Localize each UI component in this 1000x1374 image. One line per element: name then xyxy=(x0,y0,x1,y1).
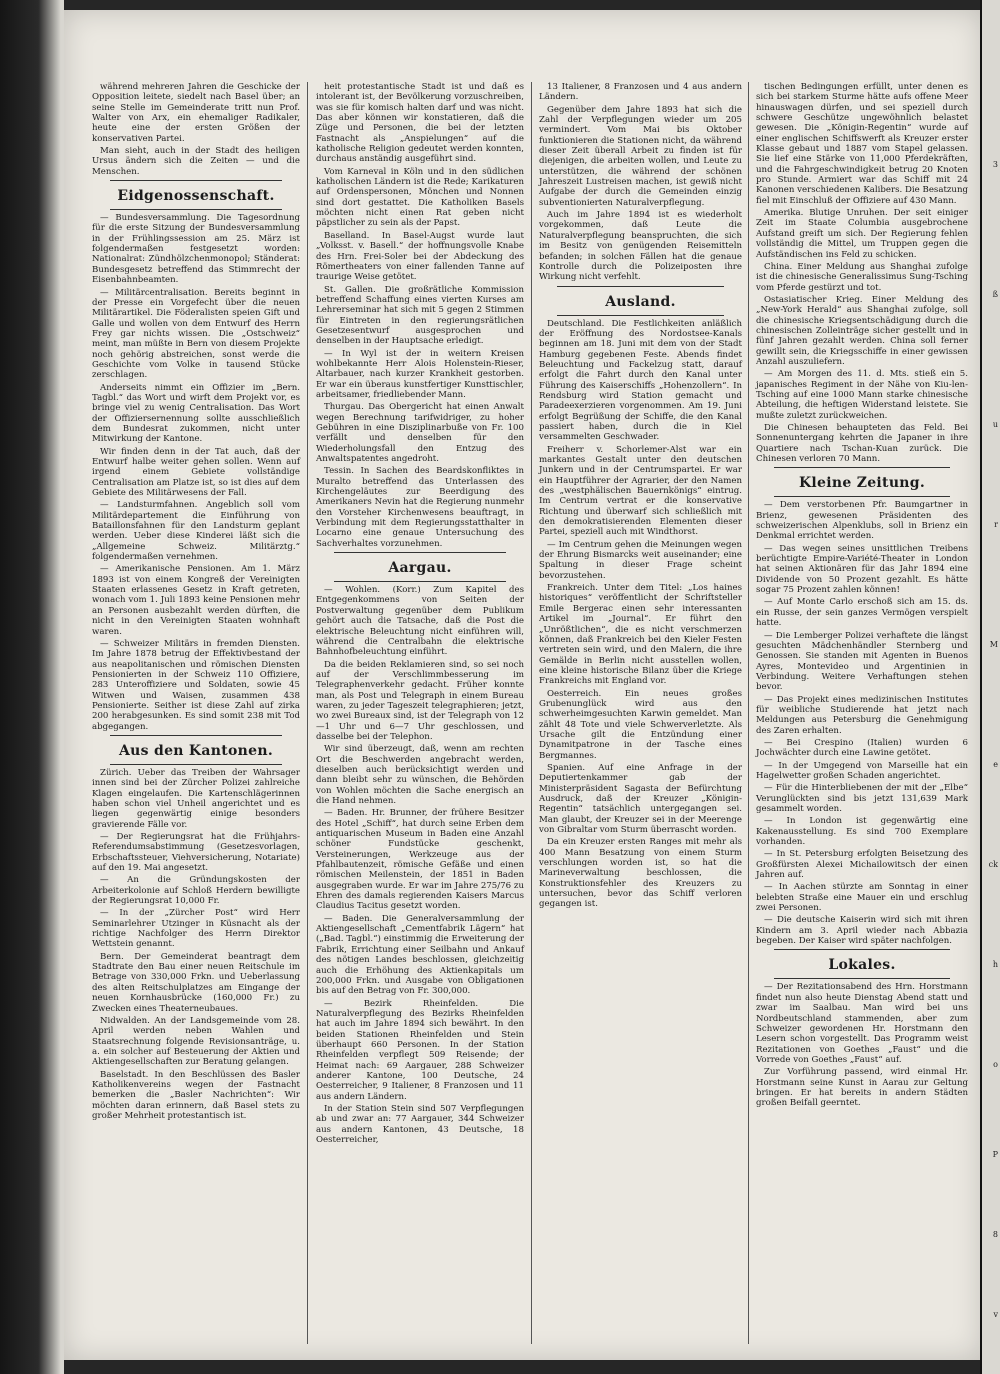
section-divider xyxy=(774,949,950,950)
article-paragraph: Die Chinesen behaupteten das Feld. Bei Sonnenuntergang kehrten die Japaner in ihre Quartiere nach Tschan-Kuan zurück. Die Chinesen verloren 70 Mann. xyxy=(756,423,968,465)
section-divider xyxy=(110,180,282,181)
margin-fragment: u xyxy=(992,420,998,429)
margin-fragment: P xyxy=(992,1150,998,1159)
margin-fragment: 3 xyxy=(992,160,998,169)
article-paragraph: Thurgau. Das Obergericht hat einen Anwalt wegen Berechnung tarifwidriger, zu hoher Gebühren in eine Disziplinarbuße von Fr. 100 verfällt und denselben für den Wiederholungsfall den Entzug des Anwaltspatentes angedroht. xyxy=(316,402,524,465)
section-divider xyxy=(774,467,950,468)
article-paragraph: Oesterreich. Ein neues großes Grubenunglück wird aus den schwerheimgesuchten Karwin gemeldet. Man zählt 48 Tote und viele Schwerverletzte. Als Ursache gilt die Entzündung einer Dynamitpatrone in der Tasche eines Bergmannes. xyxy=(539,688,742,761)
article-paragraph: Da die beiden Reklamieren sind, so sei noch auf der Verschlimmbesserung im Telegraphenverkehr gedacht. Früher konnte man, als Post und Telegraph in einem Bureau waren, zu jeder Tageszeit telegraphieren; jetzt, wo zwei Bureaux sind, ist der Telegraph von 12—1 Uhr und 6—7 Uhr geschlossen, und dasselbe bei der Telephon. xyxy=(316,659,524,742)
section-heading-aargau: Aargau. xyxy=(388,560,452,577)
article-paragraph: Ostasiatischer Krieg. Einer Meldung des „New-York Herald“ aus Shanghai zufolge, soll die chinesische Kriegsentschädigung durch die chinesischen Zolleinträge sicher gestellt und in fünf Jahren gezahlt werden. China soll ferner gewillt sein, die Kriegsschiffe in einer gewissen Anzahl auszuliefern. xyxy=(756,294,968,367)
column-rule-1 xyxy=(307,82,308,1344)
margin-fragment: h xyxy=(992,960,998,969)
article-paragraph: — Baden. Die Generalversammlung der Aktiengesellschaft „Cementfabrik Lägern“ hat („Bad. Tagbl.“) einstimmig die Erweiterung der Fabrik, Errichtung einer Seilbahn und Ankauf des nötigen Landes beschlossen, gleichzeitig auch die Erhöhung des Aktienkapitals um 200,000 Frkn. und Ausgabe von Obligationen bis auf den Betrag von Fr. 300,000. xyxy=(316,913,524,997)
column-2 xyxy=(316,82,524,1147)
section-divider xyxy=(334,581,506,582)
section-divider xyxy=(110,735,282,736)
article-paragraph: — Auf Monte Carlo erschoß sich am 15. ds. ein Russe, der sein ganzes Vermögen verspielt hatte. xyxy=(756,597,968,629)
article-paragraph: Gegenüber dem Jahre 1893 hat sich die Zahl der Verpflegungen wieder um 205 vermindert. Vom Mai bis Oktober funktionieren die Stationen nicht, da während dieser Zeit überall Arbeit zu finden ist für diejenigen, die arbeiten wollen, und Leute zu unterstützen, die während der schönen Jahreszeit Lustreisen machen, ist gewiß nicht Aufgabe der durch die Gemeinden einzig subventionierten Naturalverpflegung. xyxy=(539,104,742,208)
section-heading-eidgenossenschaft: Eidgenossenschaft. xyxy=(117,188,275,205)
article-paragraph: — Das wegen seines unsittlichen Treibens berüchtigte Empire-Variété-Theater in London hat seinen Aktionären für das Jahr 1894 eine Dividende von 50 Prozent gezahlt. Es hätte sogar 75 Prozent zahlen können! xyxy=(756,543,968,596)
section-heading-lokales: Lokales. xyxy=(828,957,896,974)
section-heading-kleine-zeitung: Kleine Zeitung. xyxy=(798,475,926,492)
article-paragraph: — Die deutsche Kaiserin wird sich mit ihren Kindern am 3. April wieder nach Abbazia begeben. Der Kaiser wird später nachfolgen. xyxy=(756,915,968,947)
article-paragraph: Auch im Jahre 1894 ist es wiederholt vorgekommen, daß Leute die Naturalverpflegung beanspruchten, die sich im Besitz von genügenden Reisemitteln befanden; in solchen Fällen hat die genaue Kontrolle durch die Polizeiposten ihre Wirkung nicht verfehlt. xyxy=(539,210,742,283)
article-paragraph: Deutschland. Die Festlichkeiten anläßlich der Eröffnung des Nordostsee-Kanals beginnen am 18. Juni mit dem von der Stadt Hamburg gegebenen Feste. Abends findet Beleuchtung und Fackelzug statt, darauf erfolgt die Fahrt durch den Kanal unter Führung des Kaiserschiffs „Hohenzollern“. In Rendsburg wird Station gemacht und Paradeexerzieren vorgenommen. Am 19. Juni erfolgt Begrüßung der Schiffe, die den Kanal passiert haben, durch die in Kiel versammelten Geschwader. xyxy=(539,318,742,443)
article-paragraph: — Die Lemberger Polizei verhaftete die längst gesuchten Mädchenhändler Sternberg und Genossen. Sie standen mit Agenten in Buenos Ayres, Montevideo und Argentinien in Verbindung. Weitere Verhaftungen stehen bevor. xyxy=(756,630,968,693)
article-paragraph: Da ein Kreuzer ersten Ranges mit mehr als 400 Mann Besatzung von einem Sturm verschlungen worden ist, so hat die Marineverwaltung beschlossen, die Konstruktionsfehler des Kreuzers zu untersuchen, bevor das Schiff verloren gegangen ist. xyxy=(539,837,742,910)
article-paragraph: Wir finden denn in der Tat auch, daß der Entwurf halbe weiter gehen sollen. Wenn auf irgend einem Gebiete vollständige Centralisation am Platze ist, so ist dies auf dem Gebiete des Militärwesens der Fall. xyxy=(92,446,300,499)
article-paragraph: — Das Projekt eines medizinischen Institutes für weibliche Studierende hat jetzt nach Meldungen aus Petersburg die Genehmigung des Zaren erhalten. xyxy=(756,694,968,736)
adjacent-page-edge xyxy=(980,0,1000,1374)
article-paragraph: — Bei Crespino (Italien) wurden 6 Jochwächter durch eine Lawine getötet. xyxy=(756,737,968,759)
column-4 xyxy=(756,82,968,1111)
article-paragraph: Spanien. Auf eine Anfrage in der Deputiertenkammer gab der Ministerpräsident Sagasta der Befürchtung Ausdruck, daß der Kreuzer „Königin-Regentin“ tatsächlich untergegangen sei. Man glaubt, der Kreuzer sei in der Meerenge von Gibraltar vom Sturm überrascht worden. xyxy=(539,762,742,836)
article-paragraph: — Schweizer Militärs in fremden Diensten. Im Jahre 1878 betrug der Effektivbestand der aus neapolitanischen und römischen Diensten Pensionierten in der Schweiz 110 Offiziere, 283 Unteroffiziere und Soldaten, sowie 45 Witwen und Waisen, zusammen 438 Pensionierte. Seither ist diese Zahl auf zirka 200 herabgesunken. Es sind somit 238 mit Tod abgegangen. xyxy=(92,638,300,732)
article-paragraph: St. Gallen. Die großrätliche Kommission betreffend Schaffung eines vierten Kurses am Lehrerseminar hat sich mit 5 gegen 2 Stimmen für Eintreten in den regierungsrätlichen Gesetzesentwurf ausgesprochen und denselben in der Hauptsache erledigt. xyxy=(316,284,524,347)
article-paragraph: — In Wyl ist der in weitern Kreisen wohlbekannte Herr Alois Holenstein-Rieser, Altarbauer, nach kurzer Krankheit gestorben. Er war ein überaus kunstfertiger Kunsttischler, arbeitsamer, friedliebender Mann. xyxy=(316,348,524,400)
article-paragraph: Man sieht, auch in der Stadt des heiligen Ursus ändern sich die Zeiten — und die Menschen. xyxy=(92,146,300,177)
column-1 xyxy=(92,82,300,1123)
article-paragraph: Tessin. In Sachen des Beardskonfliktes in Muralto betreffend das Unterlassen des Kirchengeläutes zur Beerdigung des Amerikaners Nevin hat die Regierung nunmehr den Vorsteher Kirchenwesens beauftragt, in Verbindung mit dem Regierungsstatthalter in Locarno eine genaue Untersuchung des Sachverhaltes vorzunehmen. xyxy=(316,466,524,549)
article-paragraph: — Bezirk Rheinfelden. Die Naturalverpflegung des Bezirks Rheinfelden hat auch im Jahre 1894 sich bewährt. In den beiden Stationen Rheinfelden und Stein überhaupt 660 Personen. In der Station Rheinfelden verpflegt 509 Reisende; der Heimat nach: 69 Aargauer, 288 Schweizer anderer Kantone, 100 Deutsche, 24 Oesterreicher, 9 Italiener, 8 Franzosen und 11 aus andern Ländern. xyxy=(316,998,524,1102)
article-paragraph: Freiherr v. Schorlemer-Alst war ein markantes Gestalt unter den deutschen Junkern und in der Centrumspartei. Er war ein Hauptführer der Agrarier, der den Namen des „westphälischen Bauernkönigs“ eintrug. Im Centrum vertrat er die konservative Richtung und überwarf sich schließlich mit den demokratisierenden Elementen dieser Partei, speziell auch mit Windthorst. xyxy=(539,444,742,538)
section-divider xyxy=(557,286,724,287)
article-paragraph: — Bundesversammlung. Die Tagesordnung für die erste Sitzung der Bundesversammlung in der Frühlingssession am 25. März ist folgendermaßen festgesetzt worden: Nationalrat: Zündhölzchenmonopol; Ständerat: Bundesgesetz betreffend das Stimmrecht der Eisenbahnbeamten. xyxy=(92,213,300,286)
article-paragraph: Frankreich. Unter dem Titel: „Los haines historiques“ veröffentlicht der Schriftsteller Emile Bergerac einen sehr interessanten Artikel im „Journal“. Er führt den „Unrößtlichen“, die es nicht verschmerzen können, daß Frankreich bei den Kieler Festen vertreten sein wird, und den Malern, die ihre Gemälde in Berlin nicht ausstellen wollen, eine kleine historische Bilanz über die Kriege Frankreichs mit England vor. xyxy=(539,583,742,687)
article-paragraph: — In London ist gegenwärtig eine Kakenausstellung. Es sind 700 Exemplare vorhanden. xyxy=(756,816,968,848)
article-paragraph: Baselland. In Basel-Augst wurde laut „Volksst. v. Basell.“ der hoffnungsvolle Knabe des Hrn. Frei-Soler bei der Abdeckung des Römertheaters von einer fallenden Tanne auf traurige Weise getötet. xyxy=(316,230,524,283)
margin-fragment: ck xyxy=(988,860,998,869)
margin-fragment: M xyxy=(989,640,998,649)
article-paragraph: Zürich. Ueber das Treiben der Wahrsager innen sind bei der Zürcher Polizei zahlreiche Klagen eingelaufen. Die Kartenschlägerinnen haben schon viel Unheil angerichtet und es liegen gegenwärtig einige besonders gravierende Fälle vor. xyxy=(92,767,300,830)
margin-fragment: ß xyxy=(992,290,998,299)
article-paragraph: Wir sind überzeugt, daß, wenn am rechten Ort die Beschwerden angebracht werden, dieselben auch berücksichtigt werden und dann bleibt sehr zu wünschen, die Behörden von Wohlen möchten die Sache energisch an die Hand nehmen. xyxy=(316,744,524,806)
article-paragraph: — In Aachen stürzte am Sonntag in einer belebten Straße eine Mauer ein und erschlug zwei Personen. xyxy=(756,882,968,914)
article-paragraph: Nidwalden. An der Landsgemeinde vom 28. April werden neben Wahlen und Staatsrechnung folgende Revisionsanträge, u. a. ein solcher auf Besteuerung der Aktien und Aktiengesellschaften zur Beratung gelangen. xyxy=(92,1015,300,1068)
article-paragraph: — Amerikanische Pensionen. Am 1. März 1893 ist von einem Kongreß der Vereinigten Staaten erlassenes Gesetz in Kraft getreten, wonach vom 1. Juli 1893 keine Pensionen mehr an Personen ausbezahlt werden dürften, die nicht in den Vereinigten Staaten wohnhaft waren. xyxy=(92,564,300,637)
article-paragraph: heit protestantische Stadt ist und daß es intolerant ist, der Bevölkerung vorzuschreiben, was sie für komisch halten darf und was nicht. Das aber können wir konstatieren, daß die Züge und Personen, die bei der letzten Fastnacht als „Anspielungen“ auf die katholische Religion gedeutet werden konnten, durchaus anständig ausgeführt sind. xyxy=(316,82,524,165)
article-paragraph: Baselstadt. In den Beschlüssen des Basler Katholikenvereins wegen der Fastnacht bemerken die „Basler Nachrichten“: Wir möchten daran erinnern, daß Basel stets zu großer Mehrheit protestantisch ist. xyxy=(92,1069,300,1121)
article-paragraph: China. Einer Meldung aus Shanghai zufolge ist die chinesische Generalissimus Sung-Tsching vom Pferde gestürzt und tot. xyxy=(756,261,968,293)
article-paragraph: — Für die Hinterbliebenen der mit der „Elbe“ Verunglückten sind bis jetzt 131,639 Mark gesammelt worden. xyxy=(756,783,968,814)
margin-fragment: o xyxy=(993,1060,998,1069)
article-paragraph: — Landsturmfahnen. Angeblich soll vom Militärdepartement die Einführung von Bataillonsfahnen für den Landsturm geplant werden. Ueber diese Kinderei läßt sich die „Allgemeine Schweiz. Militärztg.“ folgendermaßen vernehmen. xyxy=(92,500,300,563)
margin-fragment: v xyxy=(993,1310,998,1319)
column-3 xyxy=(539,82,742,912)
article-paragraph: — Dem verstorbenen Pfr. Baumgartner in Brienz, gewesenen Präsidenten des schweizerischen Alpenklubs, soll in Brienz ein Denkmal errichtet werden. xyxy=(756,500,968,542)
article-paragraph: In der Station Stein sind 507 Verpflegungen ab und zwar an: 77 Aargauer, 344 Schweizer aus andern Kantonen, 43 Deutsche, 18 Oesterreicher, xyxy=(316,1103,524,1145)
article-paragraph: Amerika. Blutige Unruhen. Der seit einiger Zeit im Staate Columbia ausgebrochene Aufstand greift um sich. Der Regierung fehlen vollständig die Mittel, um Truppen gegen die Aufständischen ins Feld zu schicken. xyxy=(756,208,968,260)
article-paragraph: Anderseits nimmt ein Offizier im „Bern. Tagbl.“ das Wort und wirft dem Projekt vor, es bringe viel zu wenig Centralisation. Das Wort der Offiziersernennung sollte ausschließlich dem Bundesrat zukommen, nicht unter Mitwirkung der Kantone. xyxy=(92,382,300,445)
article-paragraph: tischen Bedingungen erfüllt, unter denen es sich bei starkem Sturme hätte aufs offene Meer hinauswagen dürfen, und sei speziell durch schwere Geschütze ungewöhnlich belastet gewesen. Die „Königin-Regentin“ wurde auf einer englischen Schiffswerft als Kreuzer erster Klasse gebaut und 1887 vom Stapel gelassen. Sie lief eine Stärke von 11,000 Pferdekräften, und die Fahrgeschwindigkeit betrug 20 Knoten pro Stunde. Armiert war das Schiff mit 24 Kanonen verschiedenen Kalibers. Die Besatzung fiel mit Einschluß der Offiziere auf 430 Mann. xyxy=(756,82,968,206)
article-paragraph: — Am Morgen des 11. d. Mts. stieß ein 5. japanisches Regiment in der Nähe von Kiu-len-Tsching auf eine 1000 Mann starke chinesische Abteilung, die heftigen Widerstand leistete. Sie mußte zuletzt zurückweichen. xyxy=(756,369,968,421)
margin-fragment: 8 xyxy=(992,1230,998,1239)
article-paragraph: — Wohlen. (Korr.) Zum Kapitel des Entgegenkommens von Seiten der Postverwaltung gegenüber dem Publikum gehört auch die Tatsache, daß die Post die elektrische Beleuchtung nicht einführen will, während die Centralbahn die elektrische Bahnhofbeleuchtung einführt. xyxy=(316,585,524,658)
article-paragraph: — Militärcentralisation. Bereits beginnt in der Presse ein Vorgefecht über die neuen Militärartikel. Die Föderalisten speien Gift und Galle und wollen von dem Entwurf des Herrn Frey gar nichts wissen. Die „Ostschweiz“ meint, man müßte in Bern von diesem Projekte noch gehörig abstreichen, sonst werde die Geschichte vom Volke in tausend Stücke zerschlagen. xyxy=(92,287,300,381)
section-divider xyxy=(110,209,282,210)
article-paragraph: — Baden. Hr. Brunner, der frühere Besitzer des Hotel „Schiff“, hat durch seine Erben dem antiquarischen Museum in Baden eine Anzahl schöner Fundstücke geschenkt, Versteinerungen, Werkzeuge aus der Pfahlbautenzeit, römische Gefäße und einen römischen Meilenstein, der 1851 in Baden ausgegraben wurde. Er war im Jahre 275/76 zu Ehren des damals regierenden Kaisers Marcus Claudius Tacitus gesetzt worden. xyxy=(316,808,524,912)
article-paragraph: Zur Vorführung passend, wird einmal Hr. Horstmann seine Kunst in Aarau zur Geltung bringen. Er hat bereits in andern Städten großen Beifall geerntet. xyxy=(756,1067,968,1109)
article-paragraph: 13 Italiener, 8 Franzosen und 4 aus andern Ländern. xyxy=(539,82,742,103)
article-paragraph: Bern. Der Gemeinderat beantragt dem Stadtrate den Bau einer neuen Reitschule im Betrage von 330,000 Frkn. und Ueberlassung des alten Reitschulplatzes am Eingange der neuen Kornhausbrücke (160,000 Fr.) zu Zwecken eines Theaterneubaues. xyxy=(92,951,300,1014)
section-divider xyxy=(774,496,950,497)
column-rule-3 xyxy=(748,82,749,1344)
column-rule-2 xyxy=(531,82,532,1344)
margin-fragment: r xyxy=(994,520,998,529)
section-heading-kantonen: Aus den Kantonen. xyxy=(118,742,273,759)
article-paragraph: — In der Umgegend von Marseille hat ein Hagelwetter großen Schaden angerichtet. xyxy=(756,760,968,781)
article-paragraph: — Der Regierungsrat hat die Frühjahrs-Referendumsabstimmung (Gesetzesvorlagen, Erbschaftssteuer, Viehversicherung, Notariate) auf den 19. Mai angesetzt. xyxy=(92,832,300,874)
article-paragraph: Vom Karneval in Köln und in den südlichen katholischen Ländern ist die Rede; Karikaturen auf Ordenspersonen, Mönchen und Nonnen sind dort gestattet. Die Katholiken Basels möchten nicht einen Rat geben nicht päpstlicher zu sein als der Papst. xyxy=(316,166,524,229)
article-paragraph: — In St. Petersburg erfolgten Beisetzung des Großfürsten Alexei Michailowitsch der einen Jahren auf. xyxy=(756,849,968,881)
article-paragraph: während mehreren Jahren die Geschicke der Opposition leitete, siedelt nach Basel über; an seine Stelle im Gemeinderate tritt nun Prof. Walter von Arx, ein ehemaliger Radikaler, heute eine der ersten Größen der konservativen Partei. xyxy=(92,82,300,144)
binding-edge xyxy=(0,0,64,1374)
section-divider xyxy=(774,978,950,979)
section-divider xyxy=(557,315,724,316)
margin-fragment: e xyxy=(993,760,998,769)
section-heading-ausland: Ausland. xyxy=(605,293,676,310)
article-paragraph: — An die Gründungskosten der Arbeiterkolonie auf Schloß Herdern bewilligte der Regierungsrat 10,000 Fr. xyxy=(92,875,300,907)
article-paragraph: — In der „Zürcher Post“ wird Herr Seminarlehrer Utzinger in Küsnacht als der richtige Nachfolger des Herrn Direktor Wettstein genannt. xyxy=(92,908,300,950)
article-paragraph: — Der Rezitationsabend des Hrn. Horstmann findet nun also heute Dienstag Abend statt und zwar im Saalbau. Man wird bei uns Nordbeutschland stammenden, aber zum Schweizer gewordenen Hr. Horstmann den Lesern schon vorgestellt. Das Programm weist Rezitationen von Goethes „Faust“ und die Vorrede von Goethes „Faust“ auf. xyxy=(756,982,968,1065)
section-divider xyxy=(334,552,506,553)
article-paragraph: — Im Centrum gehen die Meinungen wegen der Ehrung Bismarcks weit auseinander; eine Spaltung in dieser Frage scheint bevorzustehen. xyxy=(539,539,742,581)
section-divider xyxy=(110,764,282,765)
